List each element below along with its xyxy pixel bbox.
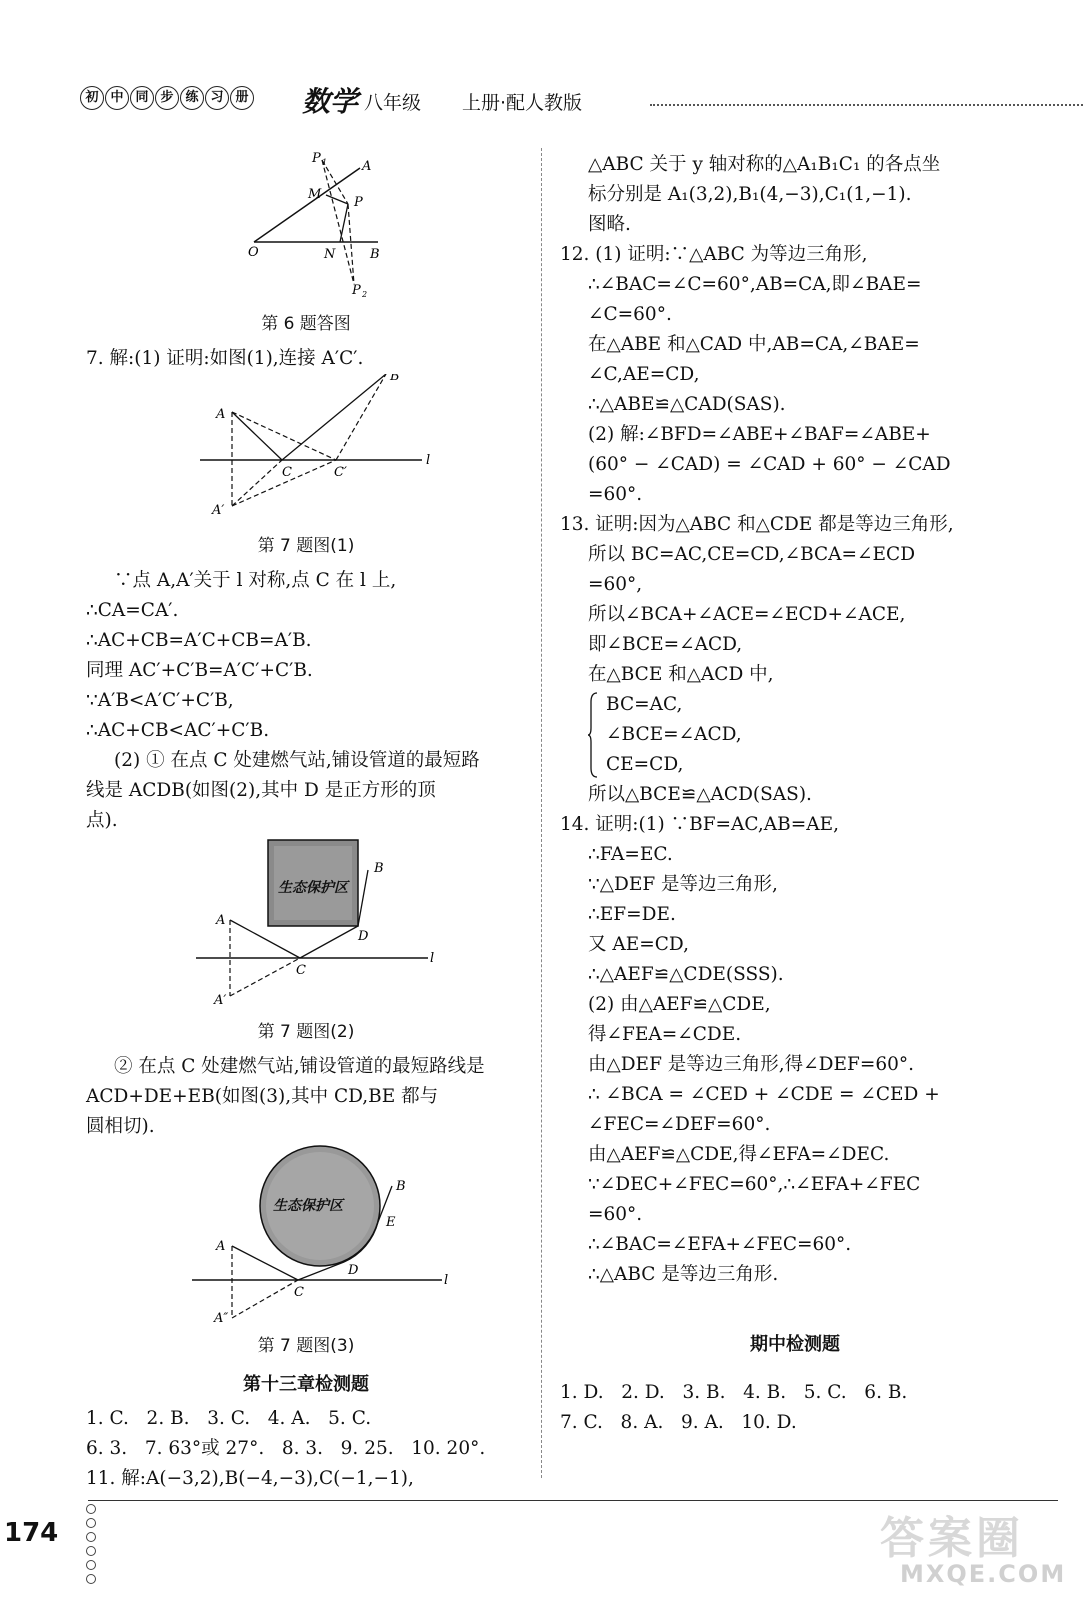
answer-line: 7. C. 8. A. 9. A. 10. D. xyxy=(560,1412,797,1433)
q7-proof xyxy=(86,566,526,836)
proof-line: ∵A′B<A′C′+C′B, xyxy=(86,690,234,711)
answer-line: 即∠BCE=∠ACD, xyxy=(588,634,743,655)
answer-line: ∴∠BAC=∠EFA+∠FEC=60°. xyxy=(588,1234,852,1255)
svg-text:B: B xyxy=(390,374,400,384)
fig7-2-zone-label: 生态保护区 xyxy=(278,880,348,896)
answer-line: (60° − ∠CAD) = ∠CAD + 60° − ∠CAD xyxy=(588,454,951,475)
proof-line: ∴CA=CA′. xyxy=(86,600,179,621)
proof-line: ACD+DE+EB(如图(3),其中 CD,BE 都与 xyxy=(86,1086,439,1107)
logo-char: 习 xyxy=(205,86,229,110)
logo-char: 练 xyxy=(180,86,204,110)
svg-text:C′: C′ xyxy=(334,465,347,480)
svg-text:C: C xyxy=(294,1285,304,1300)
q7-intro: 7. 解:(1) 证明:如图(1),连接 A′C′. xyxy=(86,348,364,369)
proof-line: (2) ① 在点 C 处建燃气站,铺设管道的最短路 xyxy=(114,750,480,771)
answer-line: ∴FA=EC. xyxy=(588,844,673,865)
chapter13-answers xyxy=(86,1404,526,1494)
midterm-title: 期中检测题 xyxy=(750,1334,840,1355)
fig7-3-caption: 第 7 题图(3) xyxy=(257,1336,355,1356)
svg-text:A″: A″ xyxy=(214,1311,229,1322)
logo-char: 初 xyxy=(80,86,104,110)
svg-text:B: B xyxy=(374,861,384,876)
proof-line: 点). xyxy=(86,810,118,831)
svg-text:O: O xyxy=(248,245,259,260)
answer-line: 图略. xyxy=(588,214,631,235)
chapter13-title: 第十三章检测题 xyxy=(243,1374,369,1395)
footer-rule xyxy=(88,1500,1058,1501)
grade-label: 八年级 xyxy=(364,92,422,114)
answer-line: 13. 证明:因为△ABC 和△CDE 都是等边三角形, xyxy=(560,514,954,535)
answer-line: =60°. xyxy=(588,1204,643,1225)
fig7-3-diagram xyxy=(86,1142,526,1322)
logo-char: 步 xyxy=(155,86,179,110)
midterm-answers xyxy=(560,1378,1030,1438)
svg-text:N: N xyxy=(324,247,336,262)
right-column xyxy=(560,150,1030,1438)
svg-text:P: P xyxy=(354,195,363,210)
proof-line: 线是 ACDB(如图(2),其中 D 是正方形的顶 xyxy=(86,780,436,801)
fig7-1-caption: 第 7 题图(1) xyxy=(257,536,355,556)
answer-line: 由△DEF 是等边三角形,得∠DEF=60°. xyxy=(588,1054,915,1075)
proof-line: 同理 AC′+C′B=A′C′+C′B. xyxy=(86,660,313,681)
svg-text:A: A xyxy=(216,1239,226,1254)
subject-title: 数学 xyxy=(302,85,359,118)
svg-text:l: l xyxy=(430,951,435,966)
answer-line: 所以 BC=AC,CE=CD,∠BCA=∠ECD xyxy=(588,544,916,565)
svg-text:1: 1 xyxy=(322,158,328,167)
svg-text:C: C xyxy=(296,963,306,978)
edition-label: 上册·配人教版 xyxy=(462,92,583,114)
column-divider xyxy=(541,148,542,1478)
fig7-2-caption: 第 7 题图(2) xyxy=(257,1022,355,1042)
svg-text:E: E xyxy=(386,1215,396,1230)
answer-line: 所以△BCE≌△ACD(SAS). xyxy=(588,784,812,805)
brace-line: BC=AC, xyxy=(606,694,683,715)
q7-part3 xyxy=(86,1052,526,1142)
watermark-url: MXQE.COM xyxy=(900,1560,1067,1588)
svg-text:l: l xyxy=(444,1273,449,1288)
answer-line: △ABC 关于 y 轴对称的△A₁B₁C₁ 的各点坐 xyxy=(588,154,941,175)
answer-line: 在△ABE 和△CAD 中,AB=CA,∠BAE= xyxy=(588,334,920,355)
answer-line: ∴∠BAC=∠C=60°,AB=CA,即∠BAE= xyxy=(588,274,922,295)
brace-line: CE=CD, xyxy=(606,754,684,775)
answer-line: ∵△DEF 是等边三角形, xyxy=(588,874,778,895)
logo-char: 同 xyxy=(130,86,154,110)
answer-line: 又 AE=CD, xyxy=(588,934,689,955)
logo-char: 中 xyxy=(105,86,129,110)
answer-line: 所以∠BCA+∠ACE=∠ECD+∠ACE, xyxy=(588,604,906,625)
svg-text:B: B xyxy=(396,1179,406,1194)
answer-line: 1. D. 2. D. 3. B. 4. B. 5. C. 6. B. xyxy=(560,1382,908,1403)
proof-line: 圆相切). xyxy=(86,1116,155,1137)
svg-text:M: M xyxy=(308,187,322,202)
answer-line: 得∠FEA=∠CDE. xyxy=(588,1024,742,1045)
answer-line: =60°. xyxy=(588,484,643,505)
answer-line: ∠C=60°. xyxy=(588,304,672,325)
answer-line: 6. 3. 7. 63°或 27°. 8. 3. 9. 25. 10. 20°. xyxy=(86,1438,486,1459)
brace-line: ∠BCE=∠ACD, xyxy=(606,724,742,745)
svg-text:C: C xyxy=(282,465,292,480)
fig6-diagram xyxy=(86,148,526,300)
proof-line: ∵点 A,A′关于 l 对称,点 C 在 l 上, xyxy=(114,570,397,591)
svg-text:D: D xyxy=(358,929,369,944)
answer-line: 由△AEF≌△CDE,得∠EFA=∠DEC. xyxy=(588,1144,890,1165)
answer-line: 在△BCE 和△ACD 中, xyxy=(588,664,774,685)
svg-text:A: A xyxy=(216,407,226,422)
answer-line: ∠C,AE=CD, xyxy=(588,364,700,385)
answer-line: 11. 解:A(−3,2),B(−4,−3),C(−1,−1), xyxy=(86,1468,414,1489)
fig7-1-diagram xyxy=(86,374,526,522)
answer-line: 标分别是 A₁(3,2),B₁(4,−3),C₁(1,−1). xyxy=(588,184,912,205)
svg-text:2: 2 xyxy=(362,290,368,299)
svg-text:D: D xyxy=(348,1263,359,1278)
svg-text:l: l xyxy=(426,453,431,468)
fig6-caption: 第 6 题答图 xyxy=(261,314,351,334)
page-header xyxy=(80,80,1060,120)
answer-line: ∴EF=DE. xyxy=(588,904,676,925)
logo-char: 册 xyxy=(230,86,254,110)
answer-line: ∴ ∠BCA = ∠CED + ∠CDE = ∠CED + xyxy=(588,1084,940,1105)
svg-text:P: P xyxy=(352,283,361,298)
answer-line: (2) 由△AEF≌△CDE, xyxy=(588,994,771,1015)
brace-icon xyxy=(588,692,598,778)
q13-brace-system xyxy=(560,690,1030,780)
answer-line: 14. 证明:(1) ∵BF=AC,AB=AE, xyxy=(560,814,839,835)
svg-text:P: P xyxy=(312,151,321,166)
svg-text:A′: A′ xyxy=(214,993,227,1008)
answer-line: ∴△ABC 是等边三角形. xyxy=(588,1264,779,1285)
left-column xyxy=(86,148,526,1494)
fig7-3-zone-label: 生态保护区 xyxy=(273,1198,343,1214)
answer-line: ∵∠DEC+∠FEC=60°,∴∠EFA+∠FEC xyxy=(588,1174,921,1195)
watermark-logo: 答案圈 xyxy=(880,1513,1024,1564)
answer-line: ∴△ABE≌△CAD(SAS). xyxy=(588,394,786,415)
answer-line: ∠FEC=∠DEF=60°. xyxy=(588,1114,771,1135)
series-logo xyxy=(80,86,254,110)
page-number: 174 xyxy=(4,1518,59,1548)
proof-line: ② 在点 C 处建燃气站,铺设管道的最短路线是 xyxy=(114,1056,485,1077)
spiral-binding-icon xyxy=(86,1504,96,1588)
svg-text:A′: A′ xyxy=(212,503,225,518)
answer-line: (2) 解:∠BFD=∠ABE+∠BAF=∠ABE+ xyxy=(588,424,931,445)
answer-line: 12. (1) 证明:∵△ABC 为等边三角形, xyxy=(560,244,868,265)
answer-line: =60°, xyxy=(588,574,643,595)
fig7-2-diagram xyxy=(86,836,526,1008)
header-dotted-rule xyxy=(650,104,1083,106)
answer-line: ∴△AEF≌△CDE(SSS). xyxy=(588,964,784,985)
proof-line: ∴AC+CB<AC′+C′B. xyxy=(86,720,270,741)
svg-text:A: A xyxy=(216,913,226,928)
svg-text:A: A xyxy=(362,159,372,174)
answer-line: 1. C. 2. B. 3. C. 4. A. 5. C. xyxy=(86,1408,372,1429)
svg-text:B: B xyxy=(370,247,380,262)
proof-line: ∴AC+CB=A′C+CB=A′B. xyxy=(86,630,312,651)
